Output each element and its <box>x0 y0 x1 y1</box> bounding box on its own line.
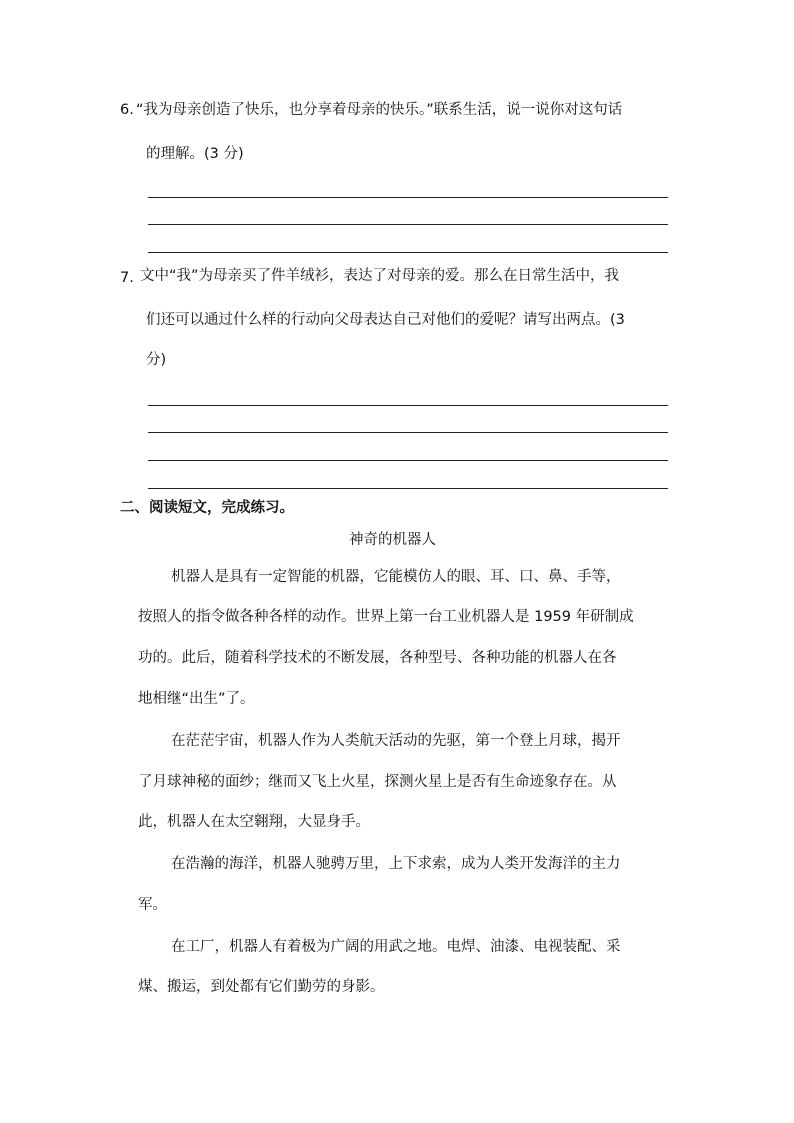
paragraph-3-line: 在浩瀚的海洋，机器人驰骋万里，上下求索，成为人类开发海洋的主力 <box>171 856 621 872</box>
paragraph-1-line: 地相继“出生”了。 <box>138 691 255 707</box>
question-7-text-line-2: 们还可以通过什么样的行动向父母表达自己对他们的爱呢？请写出两点。(3 <box>146 312 625 328</box>
answer-line[interactable] <box>148 488 668 489</box>
answer-line[interactable] <box>148 405 668 406</box>
paragraph-2-line: 在茫茫宇宙，机器人作为人类航天活动的先驱，第一个登上月球，揭开 <box>171 733 621 749</box>
question-6-text-line-2: 的理解。(3 分) <box>146 146 244 162</box>
paragraph-2-line: 了月球神秘的面纱；继而又飞上火星，探测火星上是否有生命迹象存在。从 <box>138 774 617 790</box>
question-7-number: 7. <box>120 270 134 286</box>
paragraph-4-line: 煤、搬运，到处都有它们勤劳的身影。 <box>138 979 385 995</box>
paragraph-2-line: 此，机器人在太空翱翔，大显身手。 <box>138 814 370 830</box>
question-6-number: 6. <box>120 102 134 118</box>
answer-line[interactable] <box>148 197 668 198</box>
question-7-text-line-1: 文中“我”为母亲买了件羊绒衫，表达了对母亲的爱。那么在日常生活中，我 <box>140 268 620 284</box>
paragraph-1-line: 功的。此后，随着科学技术的不断发展，各种型号、各种功能的机器人在各 <box>138 650 617 666</box>
paragraph-1-line: 按照人的指令做各种各样的动作。世界上第一台工业机器人是 1959 年研制成 <box>138 609 634 625</box>
answer-line[interactable] <box>148 460 668 461</box>
paragraph-4-line: 在工厂，机器人有着极为广阔的用武之地。电焊、油漆、电视装配、采 <box>171 939 621 955</box>
answer-line[interactable] <box>148 252 668 253</box>
question-7-text-line-3: 分) <box>146 352 167 368</box>
answer-line[interactable] <box>148 432 668 433</box>
paragraph-1-line: 机器人是具有一定智能的机器，它能模仿人的眼、耳、口、鼻、手等， <box>171 569 621 585</box>
section-2-heading: 二、阅读短文，完成练习。 <box>120 500 294 516</box>
answer-line[interactable] <box>148 224 668 225</box>
paragraph-3-line: 军。 <box>138 897 167 913</box>
question-6-text-line-1: “我为母亲创造了快乐，也分享着母亲的快乐。”联系生活，说一说你对这句话 <box>136 102 623 118</box>
article-title: 神奇的机器人 <box>349 532 436 548</box>
